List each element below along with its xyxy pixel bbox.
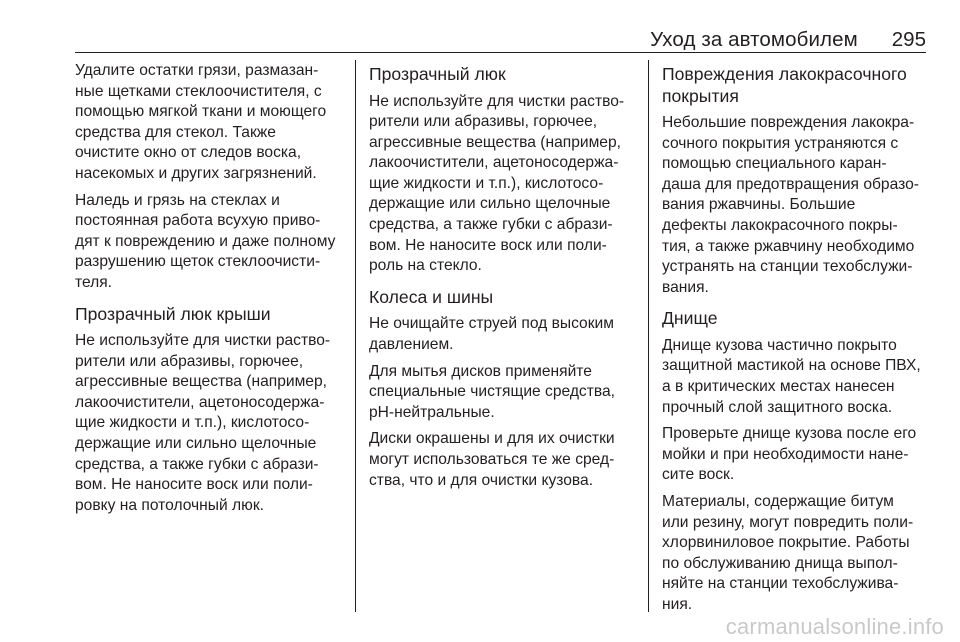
- column-3: [662, 61, 928, 622]
- heading-transparent-sunroof: Прозрачный люк: [369, 64, 506, 84]
- header-title: Уход за автомобилем: [650, 28, 858, 51]
- heading-paint-damage: Повреждения лакокрасочного покрытия: [662, 64, 907, 106]
- paragraph-transparent-sunroof-care: Не используйте для чистки раство- рители или абразивы, горючее, агрессивные вещества (например, лакоочистители, ацетоносодержа- щие жидкости и т.п.), кислотосо- держащие или сильно щелочные средства, а также губки с абрази- вом. Не наносите воск или поли- роль на стекло.: [369, 92, 625, 275]
- header-divider: [75, 52, 926, 53]
- paragraph-underbody-check: Проверьте днище кузова после его мойки и при необходимости нане- сите воск.: [662, 425, 917, 484]
- paragraph-underbody-coating: Днище кузова частично покрыто защитной мастикой на основе ПВХ, а в критических местах нанесен прочный слой защитного воска.: [662, 336, 921, 416]
- paragraph-wiper-residue: Удалите остатки грязи, размазан- ные щетками стеклоочистителя, с помощью мягкой ткани и моющего средства для стекол. Также очистите окно от следов воска, насекомых и других загрязнений.: [75, 62, 327, 182]
- paragraph-bitumen-warning: Материалы, содержащие битум или резину, могут повредить поли- хлорвиниловое покрытие. Работы по обслуживанию днища выпол- няйте на станции техобслужива- ния.: [662, 493, 914, 613]
- heading-underbody: Днище: [662, 308, 718, 329]
- watermark: carmanualsonline.info: [725, 614, 944, 639]
- column-divider-1: [355, 60, 356, 612]
- paragraph-sunroof-care: Не используйте для чистки раство- рители или абразивы, горючее, агрессивные вещества (например, лакоочистители, ацетоносодержа- щие жидкости и т.п.), кислотосо- держащие или сильно щелочные средства, а также губки с абрази- вом. Не наносите воск или поли- ровку на потолочный люк.: [75, 332, 331, 514]
- column-divider-2: [648, 60, 649, 612]
- page-number: 295: [891, 28, 926, 51]
- paragraph-no-high-pressure: Не очищайте струей под высоким давлением.: [369, 315, 614, 353]
- paragraph-ice-dirt: Наледь и грязь на стеклах и постоянная работа всухую приво- дят к повреждению и даже полному разрушению щеток стеклоочисти- теля.: [75, 191, 336, 291]
- paragraph-rim-cleaning: Для мытья дисков применяйте специальные чистящие средства, pH-нейтральные.: [369, 362, 615, 421]
- page-header: [75, 28, 926, 52]
- heading-roof-sunroof: Прозрачный люк крыши: [75, 303, 271, 324]
- column-1: [75, 61, 345, 522]
- column-2: [369, 61, 635, 497]
- heading-wheels-tires: Колеса и шины: [369, 286, 494, 307]
- paragraph-painted-rims: Диски окрашены и для их очистки могут использоваться те же сред- ства, что и для очистки кузова.: [369, 430, 615, 489]
- paragraph-paint-damage: Небольшие повреждения лакокра- сочного покрытия устраняются с помощью специального каран- даша для предотвращения образо- вания ржавчины. Большие дефекты лакокрасочного покры- тия, а также ржавчину необходимо устранять на станции техобслужи- вания.: [662, 114, 919, 296]
